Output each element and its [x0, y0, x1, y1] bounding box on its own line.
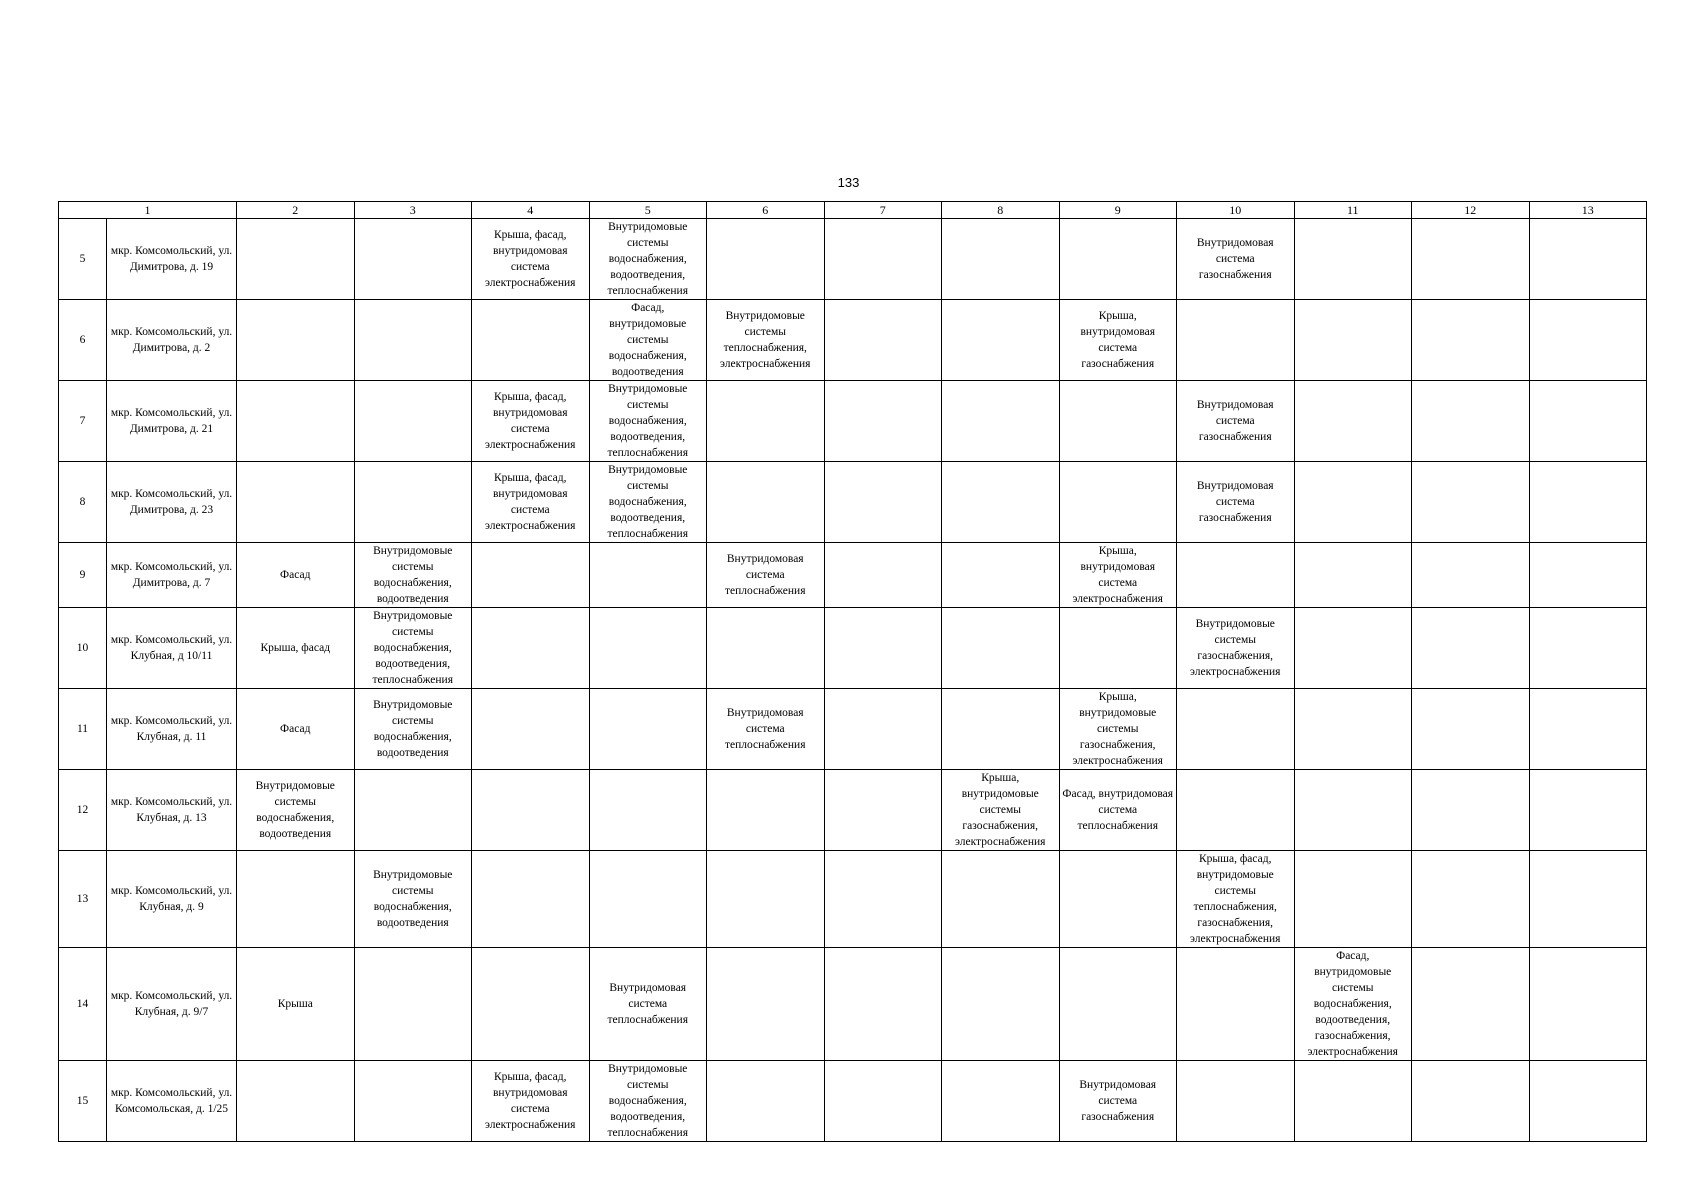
- address-cell: мкр. Комсомольский, ул. Клубная, д. 9: [107, 851, 237, 948]
- work-cell: Внутридомовые системы газоснабжения, электроснабжения: [1177, 608, 1295, 689]
- work-cell: [589, 608, 707, 689]
- work-cell: Крыша, фасад: [237, 608, 355, 689]
- work-cell: [942, 300, 1060, 381]
- column-header: 2: [237, 202, 355, 219]
- header-row: [59, 202, 1647, 219]
- work-cell: Внутридомовые системы водоснабжения, водоотведения: [354, 851, 472, 948]
- work-cell: [1177, 689, 1295, 770]
- work-cell: [1177, 300, 1295, 381]
- work-cell: [824, 948, 942, 1061]
- work-cell: [589, 851, 707, 948]
- work-cell: [1412, 1061, 1530, 1142]
- work-cell: [589, 770, 707, 851]
- column-header: 4: [472, 202, 590, 219]
- column-header: 12: [1412, 202, 1530, 219]
- work-cell: [1412, 689, 1530, 770]
- work-cell: [472, 608, 590, 689]
- work-cell: [1529, 851, 1647, 948]
- work-cell: [589, 543, 707, 608]
- work-cell: [472, 543, 590, 608]
- work-cell: [824, 689, 942, 770]
- work-cell: [472, 851, 590, 948]
- work-cell: [237, 300, 355, 381]
- row-number: 12: [59, 770, 107, 851]
- work-cell: [942, 219, 1060, 300]
- table-row: [59, 300, 1647, 381]
- work-cell: [1294, 851, 1412, 948]
- work-cell: [707, 770, 825, 851]
- work-cell: [1294, 381, 1412, 462]
- work-cell: [354, 948, 472, 1061]
- work-cell: [354, 1061, 472, 1142]
- table-row: [59, 543, 1647, 608]
- work-cell: [824, 381, 942, 462]
- column-header: 6: [707, 202, 825, 219]
- work-cell: [1059, 219, 1177, 300]
- work-cell: Внутридомовые системы теплоснабжения, электроснабжения: [707, 300, 825, 381]
- work-cell: [1177, 770, 1295, 851]
- row-number: 14: [59, 948, 107, 1061]
- column-header: 10: [1177, 202, 1295, 219]
- table-row: [59, 462, 1647, 543]
- work-cell: [942, 381, 1060, 462]
- work-cell: [1529, 381, 1647, 462]
- work-cell: [1294, 608, 1412, 689]
- work-cell: [1412, 851, 1530, 948]
- table-row: [59, 851, 1647, 948]
- address-cell: мкр. Комсомольский, ул. Димитрова, д. 7: [107, 543, 237, 608]
- work-cell: [1412, 219, 1530, 300]
- work-cell: [1412, 948, 1530, 1061]
- work-cell: Крыша, внутридомовые системы газоснабжения, электроснабжения: [1059, 689, 1177, 770]
- address-cell: мкр. Комсомольский, ул. Димитрова, д. 19: [107, 219, 237, 300]
- work-cell: [942, 851, 1060, 948]
- work-cell: [1294, 770, 1412, 851]
- work-cell: Внутридомовые системы водоснабжения, водоотведения, теплоснабжения: [589, 219, 707, 300]
- work-cell: [942, 543, 1060, 608]
- work-cell: [1177, 1061, 1295, 1142]
- work-cell: [354, 219, 472, 300]
- table-row: [59, 770, 1647, 851]
- work-cell: Внутридомовая система теплоснабжения: [589, 948, 707, 1061]
- work-cell: [824, 851, 942, 948]
- work-cell: [707, 948, 825, 1061]
- work-cell: [1294, 689, 1412, 770]
- work-cell: [472, 948, 590, 1061]
- work-cell: Крыша, фасад, внутридомовая система электроснабжения: [472, 1061, 590, 1142]
- work-cell: [942, 1061, 1060, 1142]
- work-cell: [237, 1061, 355, 1142]
- work-cell: [1294, 543, 1412, 608]
- work-cell: [1412, 608, 1530, 689]
- row-number: 5: [59, 219, 107, 300]
- work-cell: Внутридомовые системы водоснабжения, водоотведения: [237, 770, 355, 851]
- work-cell: [824, 300, 942, 381]
- work-cell: Крыша, внутридомовая система электроснабжения: [1059, 543, 1177, 608]
- work-cell: [1059, 462, 1177, 543]
- column-header: 9: [1059, 202, 1177, 219]
- work-cell: [1059, 381, 1177, 462]
- work-cell: [354, 770, 472, 851]
- work-cell: Внутридомовые системы водоснабжения, водоотведения, теплоснабжения: [354, 608, 472, 689]
- work-cell: [237, 462, 355, 543]
- work-cell: [707, 851, 825, 948]
- work-cell: [1412, 300, 1530, 381]
- work-cell: [1529, 543, 1647, 608]
- row-number: 9: [59, 543, 107, 608]
- work-cell: [1529, 219, 1647, 300]
- work-cell: [1412, 462, 1530, 543]
- work-cell: Внутридомовая система газоснабжения: [1177, 462, 1295, 543]
- address-cell: мкр. Комсомольский, ул. Клубная, д 10/11: [107, 608, 237, 689]
- work-cell: Фасад, внутридомовые системы водоснабжения, водоотведения, газоснабжения, электроснабжения: [1294, 948, 1412, 1061]
- work-cell: [707, 608, 825, 689]
- table-row: [59, 381, 1647, 462]
- work-cell: [237, 851, 355, 948]
- work-cell: [1529, 300, 1647, 381]
- work-cell: [707, 462, 825, 543]
- work-cell: [824, 219, 942, 300]
- work-cell: [354, 462, 472, 543]
- work-cell: [1177, 543, 1295, 608]
- work-cell: [1294, 1061, 1412, 1142]
- row-number: 6: [59, 300, 107, 381]
- work-cell: [1529, 608, 1647, 689]
- work-cell: [1059, 851, 1177, 948]
- work-cell: [824, 462, 942, 543]
- row-number: 11: [59, 689, 107, 770]
- work-cell: [1529, 770, 1647, 851]
- work-cell: [942, 462, 1060, 543]
- column-header: 13: [1529, 202, 1647, 219]
- work-cell: Внутридомовая система газоснабжения: [1177, 381, 1295, 462]
- work-cell: [589, 689, 707, 770]
- work-cell: Крыша, фасад, внутридомовая система электроснабжения: [472, 462, 590, 543]
- table-row: [59, 219, 1647, 300]
- address-cell: мкр. Комсомольский, ул. Димитрова, д. 2: [107, 300, 237, 381]
- table-row: [59, 1061, 1647, 1142]
- column-header: 1: [59, 202, 237, 219]
- row-number: 8: [59, 462, 107, 543]
- table-body: [59, 219, 1647, 1142]
- work-cell: [1177, 948, 1295, 1061]
- address-cell: мкр. Комсомольский, ул. Димитрова, д. 21: [107, 381, 237, 462]
- work-cell: Внутридомовая система газоснабжения: [1059, 1061, 1177, 1142]
- work-cell: [1529, 689, 1647, 770]
- work-cell: Внутридомовые системы водоснабжения, водоотведения: [354, 543, 472, 608]
- work-cell: Внутридомовая система теплоснабжения: [707, 543, 825, 608]
- address-cell: мкр. Комсомольский, ул. Клубная, д. 9/7: [107, 948, 237, 1061]
- column-header: 5: [589, 202, 707, 219]
- work-cell: [354, 381, 472, 462]
- work-cell: Фасад, внутридомовые системы водоснабжения, водоотведения: [589, 300, 707, 381]
- work-cell: Крыша, фасад, внутридомовая система электроснабжения: [472, 381, 590, 462]
- work-cell: [707, 1061, 825, 1142]
- work-cell: [472, 300, 590, 381]
- work-cell: [824, 770, 942, 851]
- work-cell: [1059, 608, 1177, 689]
- work-cell: [1412, 543, 1530, 608]
- work-cell: [1529, 1061, 1647, 1142]
- work-cell: Крыша, внутридомовая система газоснабжения: [1059, 300, 1177, 381]
- work-cell: [1059, 948, 1177, 1061]
- column-header: 8: [942, 202, 1060, 219]
- work-cell: Внутридомовые системы водоснабжения, водоотведения: [354, 689, 472, 770]
- page-number: 133: [837, 175, 860, 190]
- work-cell: Внутридомовые системы водоснабжения, водоотведения, теплоснабжения: [589, 462, 707, 543]
- work-cell: Внутридомовая система газоснабжения: [1177, 219, 1295, 300]
- work-cell: Фасад: [237, 689, 355, 770]
- address-cell: мкр. Комсомольский, ул. Комсомольская, д. 1/25: [107, 1061, 237, 1142]
- work-cell: Крыша: [237, 948, 355, 1061]
- work-cell: [942, 948, 1060, 1061]
- work-cell: [237, 219, 355, 300]
- work-cell: [1294, 462, 1412, 543]
- work-cell: [1294, 219, 1412, 300]
- work-cell: Внутридомовые системы водоснабжения, водоотведения, теплоснабжения: [589, 381, 707, 462]
- repair-schedule-table: [58, 201, 1647, 1142]
- work-cell: [942, 689, 1060, 770]
- table-row: [59, 608, 1647, 689]
- work-cell: [472, 689, 590, 770]
- work-cell: Внутридомовая система теплоснабжения: [707, 689, 825, 770]
- work-cell: [707, 381, 825, 462]
- work-cell: [824, 608, 942, 689]
- work-cell: [824, 543, 942, 608]
- work-cell: [707, 219, 825, 300]
- work-cell: [354, 300, 472, 381]
- work-cell: [1412, 770, 1530, 851]
- column-header: 3: [354, 202, 472, 219]
- table-row: [59, 689, 1647, 770]
- work-cell: [1294, 300, 1412, 381]
- work-cell: [824, 1061, 942, 1142]
- work-cell: Внутридомовые системы водоснабжения, водоотведения, теплоснабжения: [589, 1061, 707, 1142]
- row-number: 7: [59, 381, 107, 462]
- work-cell: Фасад: [237, 543, 355, 608]
- work-cell: Крыша, фасад, внутридомовые системы теплоснабжения, газоснабжения, электроснабжения: [1177, 851, 1295, 948]
- table-row: [59, 948, 1647, 1061]
- work-cell: [1529, 948, 1647, 1061]
- work-cell: [1529, 462, 1647, 543]
- work-cell: Фасад, внутридомовая система теплоснабжения: [1059, 770, 1177, 851]
- address-cell: мкр. Комсомольский, ул. Клубная, д. 11: [107, 689, 237, 770]
- work-cell: [237, 381, 355, 462]
- work-cell: [1412, 381, 1530, 462]
- work-cell: Крыша, фасад, внутридомовая система электроснабжения: [472, 219, 590, 300]
- address-cell: мкр. Комсомольский, ул. Димитрова, д. 23: [107, 462, 237, 543]
- work-cell: Крыша, внутридомовые системы газоснабжения, электроснабжения: [942, 770, 1060, 851]
- row-number: 15: [59, 1061, 107, 1142]
- address-cell: мкр. Комсомольский, ул. Клубная, д. 13: [107, 770, 237, 851]
- column-header: 7: [824, 202, 942, 219]
- work-cell: [472, 770, 590, 851]
- column-header: 11: [1294, 202, 1412, 219]
- work-cell: [942, 608, 1060, 689]
- row-number: 13: [59, 851, 107, 948]
- row-number: 10: [59, 608, 107, 689]
